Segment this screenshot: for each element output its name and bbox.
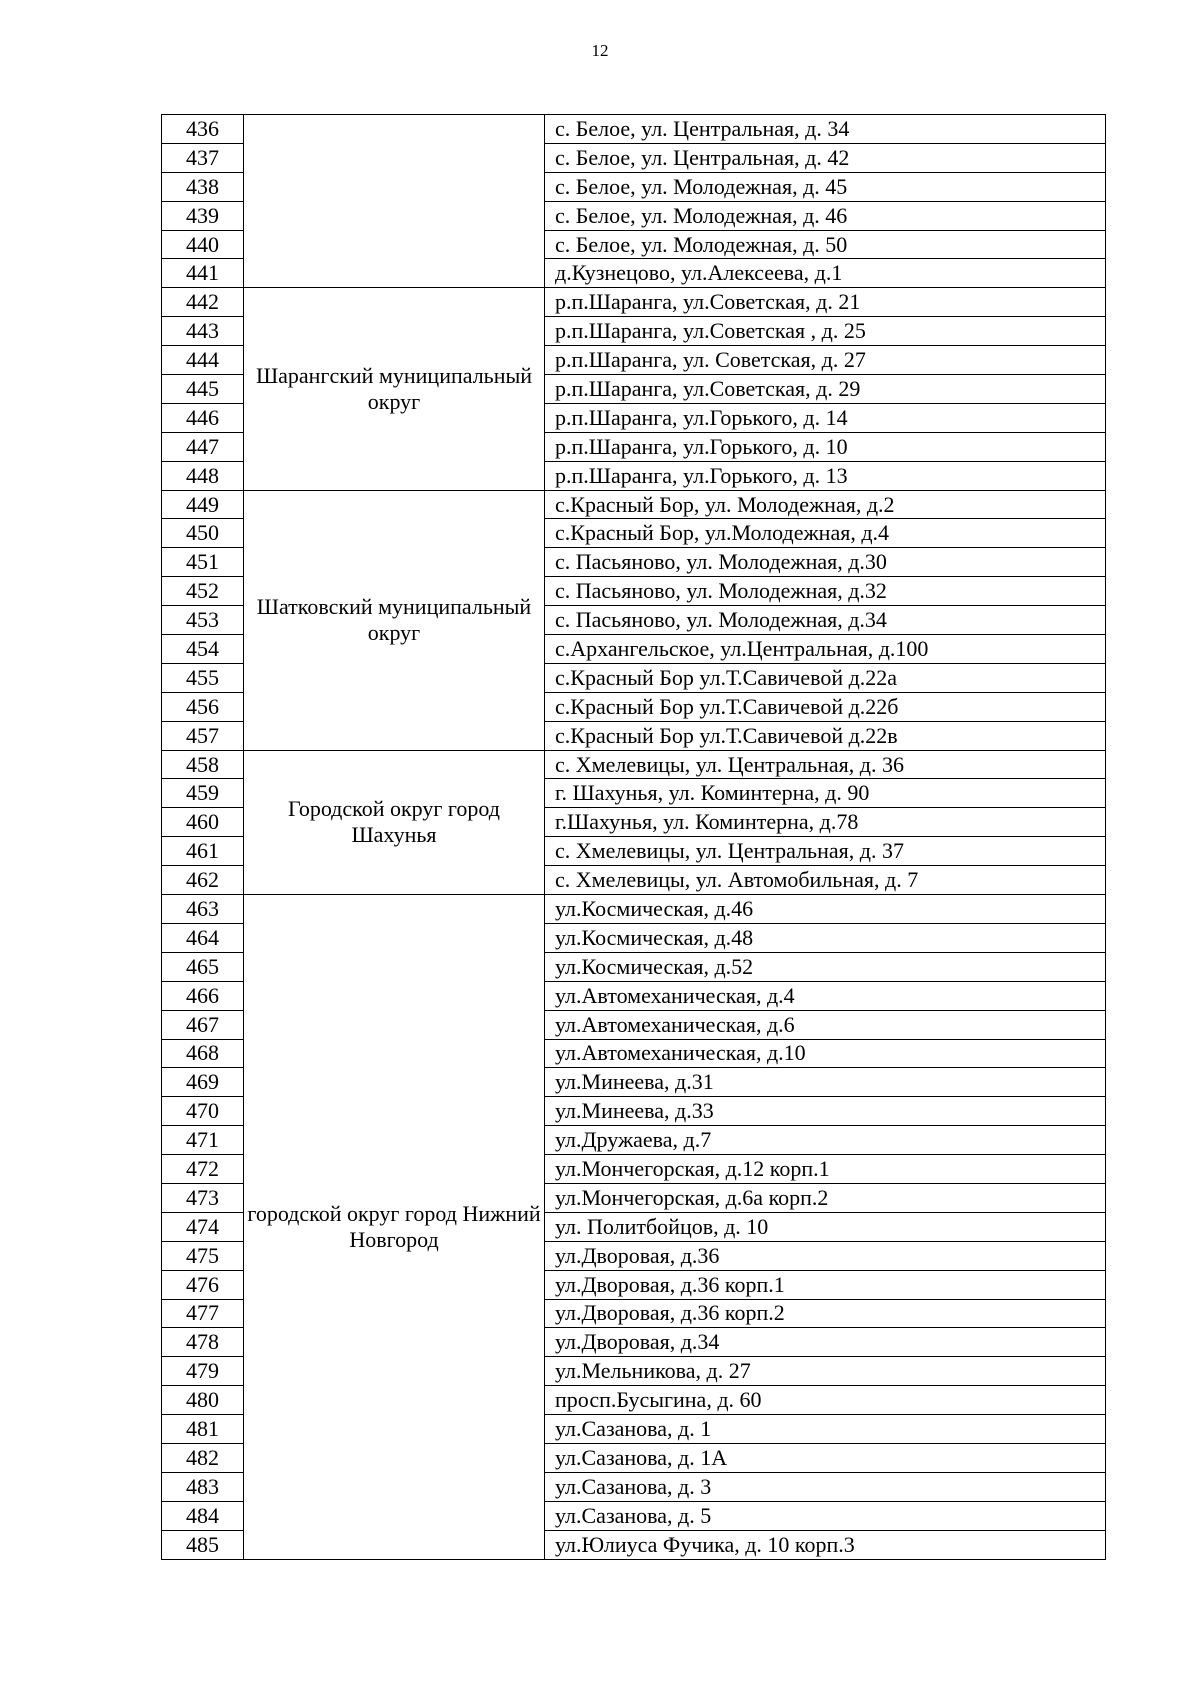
row-number-cell: 438 <box>162 172 244 201</box>
address-cell: с. Хмелевицы, ул. Центральная, д. 36 <box>545 750 1106 779</box>
address-cell: с. Пасьяново, ул. Молодежная, д.30 <box>545 548 1106 577</box>
address-cell: ул.Минеева, д.31 <box>545 1068 1106 1097</box>
row-number-cell: 439 <box>162 201 244 230</box>
district-cell: Шатковский муниципальный округ <box>244 490 545 750</box>
row-number-cell: 465 <box>162 952 244 981</box>
row-number-cell: 467 <box>162 1010 244 1039</box>
row-number-cell: 456 <box>162 692 244 721</box>
row-number-cell: 483 <box>162 1472 244 1501</box>
row-number-cell: 458 <box>162 750 244 779</box>
district-cell: Шарангский муниципальный округ <box>244 288 545 490</box>
row-number-cell: 454 <box>162 635 244 664</box>
address-cell: с.Красный Бор ул.Т.Савичевой д.22а <box>545 663 1106 692</box>
address-cell: р.п.Шаранга, ул.Горького, д. 10 <box>545 432 1106 461</box>
row-number-cell: 485 <box>162 1530 244 1559</box>
address-cell: с. Белое, ул. Молодежная, д. 45 <box>545 172 1106 201</box>
address-cell: ул.Дворовая, д.34 <box>545 1328 1106 1357</box>
address-cell: ул.Юлиуса Фучика, д. 10 корп.3 <box>545 1530 1106 1559</box>
row-number-cell: 445 <box>162 375 244 404</box>
row-number-cell: 470 <box>162 1097 244 1126</box>
row-number-cell: 461 <box>162 837 244 866</box>
address-cell: ул.Мончегорская, д.12 корп.1 <box>545 1155 1106 1184</box>
row-number-cell: 478 <box>162 1328 244 1357</box>
row-number-cell: 452 <box>162 577 244 606</box>
address-cell: г. Шахунья, ул. Коминтерна, д. 90 <box>545 779 1106 808</box>
page-number: 12 <box>591 41 609 60</box>
district-cell: Городской округ город Шахунья <box>244 750 545 894</box>
row-number-cell: 443 <box>162 317 244 346</box>
address-cell: р.п.Шаранга, ул.Советская , д. 25 <box>545 317 1106 346</box>
address-cell: ул.Сазанова, д. 3 <box>545 1472 1106 1501</box>
address-cell: с. Белое, ул. Молодежная, д. 50 <box>545 230 1106 259</box>
address-cell: с. Хмелевицы, ул. Центральная, д. 37 <box>545 837 1106 866</box>
address-cell: ул.Космическая, д.48 <box>545 923 1106 952</box>
address-cell: ул.Мельникова, д. 27 <box>545 1357 1106 1386</box>
row-number-cell: 463 <box>162 895 244 924</box>
row-number-cell: 448 <box>162 461 244 490</box>
row-number-cell: 451 <box>162 548 244 577</box>
row-number-cell: 476 <box>162 1270 244 1299</box>
row-number-cell: 455 <box>162 663 244 692</box>
address-cell: р.п.Шаранга, ул.Советская, д. 21 <box>545 288 1106 317</box>
row-number-cell: 459 <box>162 779 244 808</box>
address-cell: ул. Политбойцов, д. 10 <box>545 1212 1106 1241</box>
row-number-cell: 479 <box>162 1357 244 1386</box>
table-row <box>162 490 1106 519</box>
row-number-cell: 468 <box>162 1039 244 1068</box>
address-cell: р.п.Шаранга, ул.Советская, д. 29 <box>545 375 1106 404</box>
row-number-cell: 469 <box>162 1068 244 1097</box>
address-cell: р.п.Шаранга, ул.Горького, д. 14 <box>545 403 1106 432</box>
row-number-cell: 453 <box>162 606 244 635</box>
row-number-cell: 449 <box>162 490 244 519</box>
row-number-cell: 480 <box>162 1386 244 1415</box>
row-number-cell: 477 <box>162 1299 244 1328</box>
address-cell: ул.Космическая, д.52 <box>545 952 1106 981</box>
address-cell: с. Белое, ул. Центральная, д. 42 <box>545 143 1106 172</box>
table-row <box>162 895 1106 924</box>
address-cell: с.Архангельское, ул.Центральная, д.100 <box>545 635 1106 664</box>
address-cell: с.Красный Бор ул.Т.Савичевой д.22б <box>545 692 1106 721</box>
row-number-cell: 447 <box>162 432 244 461</box>
address-cell: д.Кузнецово, ул.Алексеева, д.1 <box>545 259 1106 288</box>
row-number-cell: 441 <box>162 259 244 288</box>
row-number-cell: 440 <box>162 230 244 259</box>
address-cell: с. Белое, ул. Центральная, д. 34 <box>545 115 1106 144</box>
address-cell: ул.Дворовая, д.36 корп.2 <box>545 1299 1106 1328</box>
address-cell: ул.Автомеханическая, д.10 <box>545 1039 1106 1068</box>
row-number-cell: 473 <box>162 1183 244 1212</box>
address-cell: ул.Дружаева, д.7 <box>545 1126 1106 1155</box>
row-number-cell: 474 <box>162 1212 244 1241</box>
address-cell: с. Хмелевицы, ул. Автомобильная, д. 7 <box>545 866 1106 895</box>
address-cell: с. Белое, ул. Молодежная, д. 46 <box>545 201 1106 230</box>
address-cell: ул.Автомеханическая, д.6 <box>545 1010 1106 1039</box>
row-number-cell: 475 <box>162 1241 244 1270</box>
district-cell: городской округ город Нижний Новгород <box>244 895 545 1559</box>
row-number-cell: 484 <box>162 1501 244 1530</box>
row-number-cell: 446 <box>162 403 244 432</box>
row-number-cell: 464 <box>162 923 244 952</box>
address-table-body <box>162 115 1106 1560</box>
row-number-cell: 466 <box>162 981 244 1010</box>
address-cell: ул.Мончегорская, д.6а корп.2 <box>545 1183 1106 1212</box>
row-number-cell: 442 <box>162 288 244 317</box>
row-number-cell: 450 <box>162 519 244 548</box>
address-cell: просп.Бусыгина, д. 60 <box>545 1386 1106 1415</box>
address-cell: ул.Дворовая, д.36 корп.1 <box>545 1270 1106 1299</box>
row-number-cell: 472 <box>162 1155 244 1184</box>
address-cell: ул.Сазанова, д. 1А <box>545 1443 1106 1472</box>
row-number-cell: 471 <box>162 1126 244 1155</box>
address-table <box>161 114 1106 1560</box>
address-cell: ул.Космическая, д.46 <box>545 895 1106 924</box>
district-cell <box>244 115 545 288</box>
address-cell: ул.Дворовая, д.36 <box>545 1241 1106 1270</box>
row-number-cell: 436 <box>162 115 244 144</box>
address-cell: с. Пасьяново, ул. Молодежная, д.32 <box>545 577 1106 606</box>
address-cell: с. Пасьяново, ул. Молодежная, д.34 <box>545 606 1106 635</box>
row-number-cell: 444 <box>162 346 244 375</box>
address-cell: ул.Автомеханическая, д.4 <box>545 981 1106 1010</box>
address-cell: ул.Сазанова, д. 1 <box>545 1415 1106 1444</box>
address-cell: ул.Минеева, д.33 <box>545 1097 1106 1126</box>
row-number-cell: 437 <box>162 143 244 172</box>
row-number-cell: 482 <box>162 1443 244 1472</box>
table-row <box>162 115 1106 144</box>
row-number-cell: 481 <box>162 1415 244 1444</box>
address-cell: с.Красный Бор, ул.Молодежная, д.4 <box>545 519 1106 548</box>
table-row <box>162 750 1106 779</box>
address-cell: г.Шахунья, ул. Коминтерна, д.78 <box>545 808 1106 837</box>
table-row <box>162 288 1106 317</box>
address-cell: с.Красный Бор ул.Т.Савичевой д.22в <box>545 721 1106 750</box>
row-number-cell: 457 <box>162 721 244 750</box>
address-cell: р.п.Шаранга, ул. Советская, д. 27 <box>545 346 1106 375</box>
row-number-cell: 462 <box>162 866 244 895</box>
address-cell: р.п.Шаранга, ул.Горького, д. 13 <box>545 461 1106 490</box>
address-cell: с.Красный Бор, ул. Молодежная, д.2 <box>545 490 1106 519</box>
address-cell: ул.Сазанова, д. 5 <box>545 1501 1106 1530</box>
row-number-cell: 460 <box>162 808 244 837</box>
